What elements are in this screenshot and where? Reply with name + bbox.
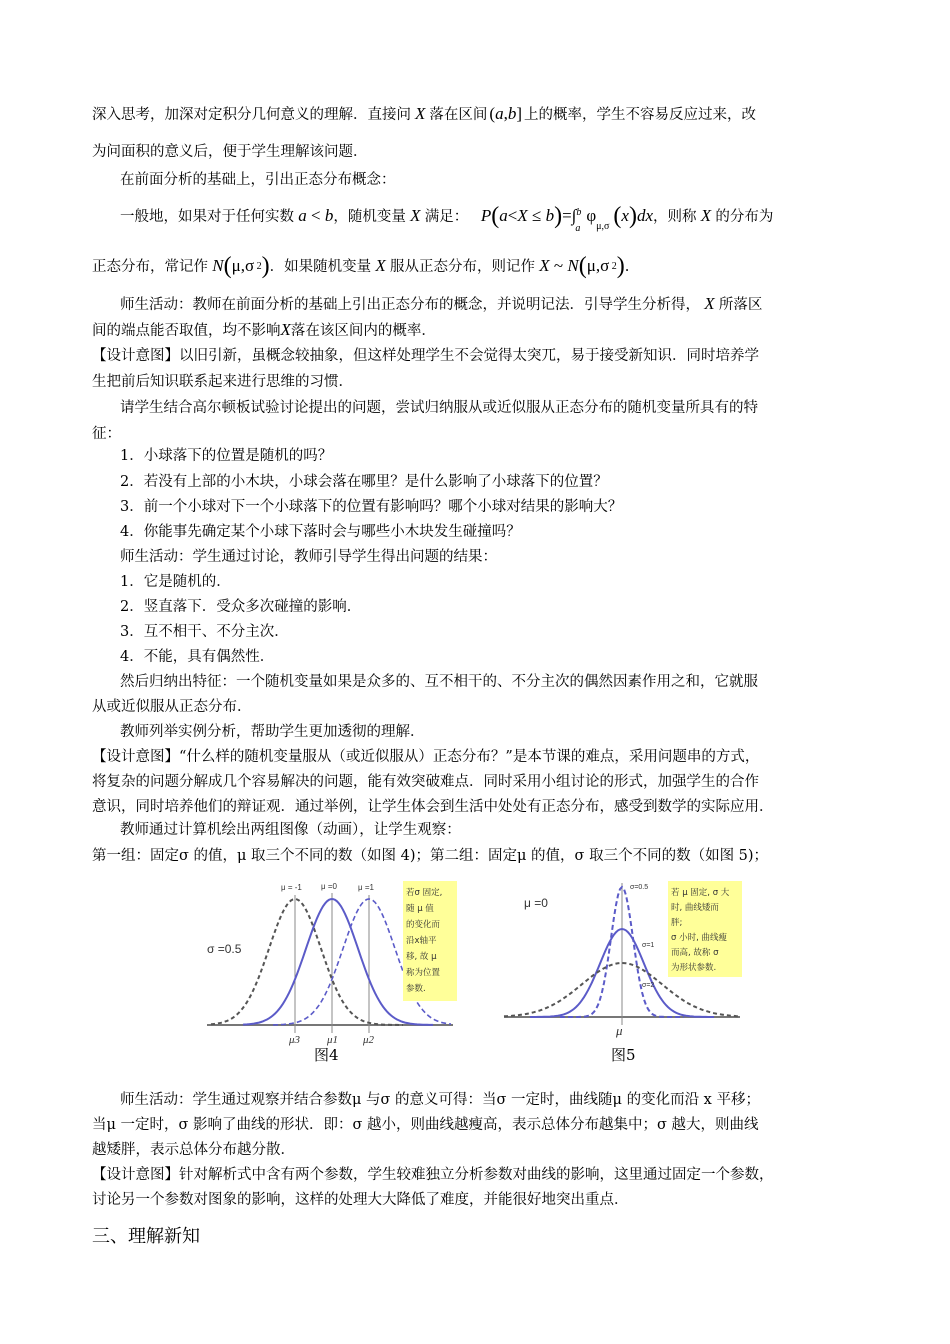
fig5-sigma-label: σ=1 xyxy=(642,942,655,949)
svg-text:若 μ 固定, σ 大: 若 μ 固定, σ 大 xyxy=(671,888,730,898)
svg-text:称为位置: 称为位置 xyxy=(406,968,441,978)
text-line: 意识，同时培养他们的辩证观．通过举例，让学生体会到生活中处处有正态分布，感受到数学的实际应用． xyxy=(92,799,774,815)
text-line: 越矮胖，表示总体分布越分散． xyxy=(92,1142,295,1158)
section-heading: 三、理解新知 xyxy=(92,1226,200,1247)
text-line: 间的端点能否取值，均不影响X落在该区间内的概率． xyxy=(92,320,436,339)
text-line: 【设计意图】以旧引新，虽概念较抽象，但这样处理学生不会觉得太突兀，易于接受新知识．同时培养学 xyxy=(92,348,759,364)
text-line: 讨论另一个参数对图象的影响，这样的处理大大降低了难度，并能很好地突出重点． xyxy=(92,1192,629,1208)
list-item: 4．你能事先确定某个小球下落时会与哪些小木块发生碰撞吗？ xyxy=(120,524,521,540)
svg-text:沿x轴平: 沿x轴平 xyxy=(406,936,437,946)
text-line: 师生活动：学生通过讨论，教师引导学生得出问题的结果： xyxy=(120,549,497,565)
text-line: 征： xyxy=(92,426,121,442)
svg-text:随 μ 值: 随 μ 值 xyxy=(406,904,434,914)
svg-text:为形状参数.: 为形状参数. xyxy=(671,963,717,973)
svg-text:参数.: 参数. xyxy=(406,984,426,994)
figure-4-caption: 图4 xyxy=(314,1046,339,1064)
text-line: 教师列举实例分析，帮助学生更加透彻的理解． xyxy=(120,724,425,740)
text-line: 师生活动：教师在前面分析的基础上引出正态分布的概念，并说明记法．引导学生分析得， X 所落区 xyxy=(120,294,763,313)
text-line: 教师通过计算机绘出两组图像（动画），让学生观察： xyxy=(120,822,461,838)
svg-text:胖;: 胖; xyxy=(671,918,683,928)
fig5-sigma-label: σ=0.5 xyxy=(630,884,649,891)
fig4-mu-label: μ =0 xyxy=(321,882,337,891)
figure-5 xyxy=(500,875,750,1055)
list-item: 4．不能，具有偶然性． xyxy=(120,649,275,665)
list-item: 3．前一个小球对下一个小球落下的位置有影响吗？哪个小球对结果的影响大？ xyxy=(120,499,623,515)
text-line: 【设计意图】“什么样的随机变量服从（或近似服从）正态分布？”是本节课的难点，采用问题串的方式， xyxy=(92,749,760,765)
fig5-axis-label: μ xyxy=(616,1023,623,1038)
definition-line: 正态分布，常记作 N(μ,σ 2)．如果随机变量 X 服从正态分布，则记作 X ~ N(μ,σ 2). xyxy=(92,253,630,279)
fig4-axis-label: μ2 xyxy=(363,1034,375,1046)
svg-text:移, 故 μ: 移, 故 μ xyxy=(406,952,437,962)
text-line: 请学生结合高尔顿板试验讨论提出的问题，尝试归纳服从或近似服从正态分布的随机变量所具有的特 xyxy=(120,400,758,416)
figure-5-caption: 图5 xyxy=(611,1046,636,1064)
text-line: 然后归纳出特征：一个随机变量如果是众多的、互不相干的、不分主次的偶然因素作用之和，它就服 xyxy=(120,674,758,690)
text-line: 从或近似服从正态分布． xyxy=(92,699,252,715)
fig4-mu-label: μ = -1 xyxy=(281,883,302,892)
fig4-sigma-label: σ =0.5 xyxy=(207,942,242,956)
list-item: 2．若没有上部的小木块，小球会落在哪里？是什么影响了小球落下的位置？ xyxy=(120,474,608,490)
fig4-curve-mu-minus1 xyxy=(211,899,403,1025)
svg-text:的变化而: 的变化而 xyxy=(406,920,441,930)
text-line: 当μ 一定时，σ 影响了曲线的形状．即：σ 越小，则曲线越瘦高，表示总体分布越集中；σ 越大，则曲线 xyxy=(92,1117,759,1133)
text-line: 将复杂的问题分解成几个容易解决的问题，能有效突破难点．同时采用小组讨论的形式，加强学生的合作 xyxy=(92,774,759,790)
fig5-mu-label: μ =0 xyxy=(524,896,548,910)
list-item: 1．它是随机的． xyxy=(120,574,231,590)
text-line: 在前面分析的基础上，引出正态分布概念： xyxy=(120,172,396,188)
svg-text:而高, 故称 σ: 而高, 故称 σ xyxy=(671,948,719,958)
fig4-axis-label: μ1 xyxy=(327,1034,339,1046)
list-item: 2．竖直落下．受众多次碰撞的影响． xyxy=(120,599,362,615)
fig5-sigma-label: σ=2 xyxy=(642,982,655,989)
text-line: 师生活动：学生通过观察并结合参数μ 与σ 的意义可得：当σ 一定时，曲线随μ 的变化而沿 x 平移； xyxy=(120,1092,760,1108)
svg-text:时, 曲线矮而: 时, 曲线矮而 xyxy=(671,903,719,913)
text-line: 生把前后知识联系起来进行思维的习惯． xyxy=(92,374,353,390)
text-line: 深入思考，加深对定积分几何意义的理解．直接问 X 落在区间 (a,b] 上的概率，学生不容易反应过来，改 xyxy=(92,104,756,123)
figure-4 xyxy=(203,875,463,1055)
svg-text:σ 小时, 曲线瘦: σ 小时, 曲线瘦 xyxy=(671,933,727,943)
list-item: 1．小球落下的位置是随机的吗？ xyxy=(120,448,333,464)
definition-line: 一般地，如果对于任何实数 a < b，随机变量 X 满足： $P(a<X \le b)=\int^b_a\varphi_{\mu,\sigma}$ (x)dx，则称 X 的分布为 xyxy=(120,203,774,234)
fig4-axis-label: μ3 xyxy=(289,1034,301,1046)
list-item: 3．互不相干、不分主次． xyxy=(120,624,289,640)
text-line: 【设计意图】针对解析式中含有两个参数，学生较难独立分析参数对曲线的影响，这里通过固定一个参数， xyxy=(92,1167,774,1183)
fig4-mu-label: μ =1 xyxy=(358,883,374,892)
text-line: 第一组：固定σ 的值，μ 取三个不同的数（如图 4)；第二组：固定μ 的值，σ 取三个不同的数（如图 5)； xyxy=(92,848,769,864)
text-line: 为问面积的意义后，便于学生理解该问题． xyxy=(92,144,368,160)
svg-text:若σ 固定,: 若σ 固定, xyxy=(406,888,443,898)
